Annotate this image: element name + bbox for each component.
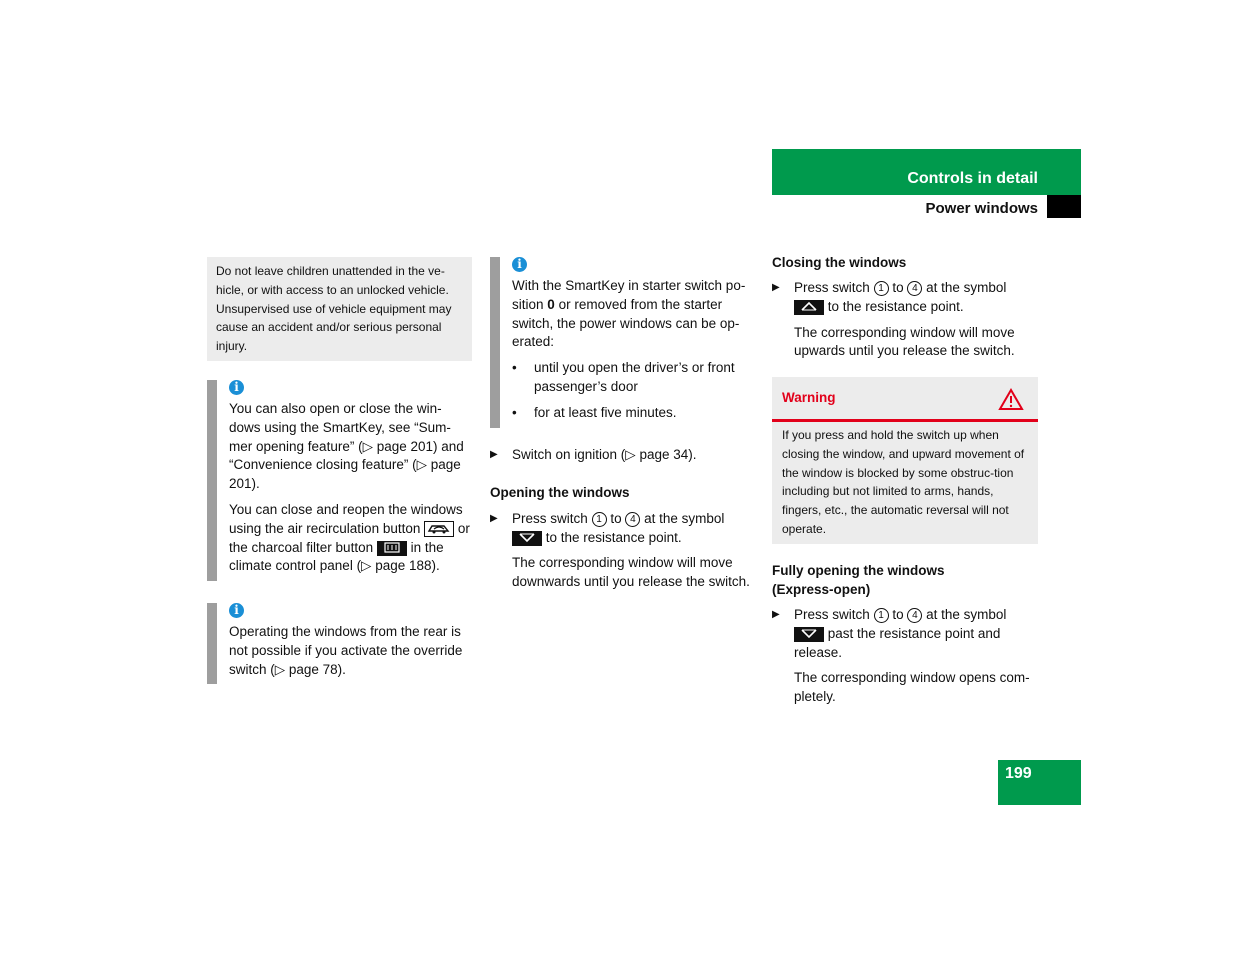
- arrow-bullet-icon: ▶: [772, 609, 780, 620]
- info-icon: i: [512, 257, 527, 272]
- warning-header: [772, 377, 1038, 422]
- info-box-override: [207, 603, 472, 684]
- section-header: [772, 149, 1081, 195]
- step-text: Switch on ignition (▷ page 34).: [512, 447, 697, 462]
- window-down-symbol-icon: [794, 627, 824, 642]
- page-number-text: 199: [1005, 765, 1032, 782]
- column-3-closing: [772, 253, 1038, 361]
- switch-number-4: 4: [625, 512, 640, 527]
- air-recirculation-icon: [424, 521, 454, 537]
- charcoal-filter-icon: [377, 541, 407, 556]
- info-paragraph: [512, 277, 756, 352]
- switch-position-zero: 0: [547, 296, 555, 312]
- info-text: or removed from the starter switch, the power windows can be op-erated:: [512, 296, 740, 350]
- closing-result: The corresponding window will move upwards until you release the switch.: [794, 324, 1015, 359]
- fully-opening-heading: [772, 561, 1038, 599]
- info-paragraph: Operating the windows from the rear is not possible if you activate the override switch (▷ page 78).: [229, 624, 463, 677]
- step-closing: [772, 279, 1038, 317]
- list-item-text: for at least five minutes.: [534, 404, 677, 420]
- info-icon: i: [229, 603, 244, 618]
- step-text: to: [610, 510, 622, 526]
- step-text: to: [892, 607, 904, 622]
- section-title: Controls in detail: [907, 170, 1038, 187]
- bullet-dot: •: [512, 404, 517, 420]
- step-text: to: [892, 280, 904, 295]
- step-text: Press switch: [512, 510, 588, 526]
- step-text: to the resistance point.: [827, 298, 964, 314]
- bullet-dot: •: [512, 360, 517, 376]
- step-text: at the symbol: [926, 280, 1007, 295]
- arrow-bullet-icon: ▶: [490, 449, 498, 460]
- warning-title: Warning: [782, 390, 836, 405]
- info-icon: i: [229, 380, 244, 395]
- switch-number-4: 4: [907, 281, 922, 296]
- switch-number-1: 1: [874, 281, 889, 296]
- step-text: at the symbol: [926, 607, 1007, 622]
- switch-number-1: 1: [592, 512, 607, 527]
- step-text: Press switch: [794, 607, 870, 622]
- switch-number-4: 4: [907, 608, 922, 623]
- info-text: You can close and reopen the windows using the air recirculation button: [229, 501, 463, 536]
- info-paragraph: You can also open or close the win-dows using the SmartKey, see “Sum-mer opening feature” (▷ page 201) and “Convenience closing feature” (▷ page 201).: [229, 401, 464, 492]
- info-paragraph-buttons: [229, 501, 472, 576]
- info-text: or the charcoal filter button: [229, 520, 470, 555]
- opening-heading: Opening the windows: [490, 484, 630, 500]
- info-box-smartkey: [207, 380, 472, 581]
- arrow-bullet-icon: ▶: [490, 512, 498, 524]
- info-text: in the climate control panel (▷ page 188).: [229, 539, 444, 574]
- child-safety-notice: [207, 257, 472, 361]
- page-number: [998, 760, 1081, 805]
- subtitle-marker: [1047, 195, 1081, 218]
- step-ignition: [490, 446, 756, 465]
- step-text: at the symbol: [644, 510, 725, 526]
- switch-number-1: 1: [874, 608, 889, 623]
- opening-result: The corresponding window will move downwards until you release the switch.: [512, 555, 750, 590]
- warning-body: [772, 422, 1038, 544]
- step-text: Press switch: [794, 280, 870, 295]
- info-box-starter-switch: [490, 257, 756, 428]
- step-text: to the resistance point.: [545, 529, 682, 545]
- step-fully-opening: [772, 606, 1038, 662]
- window-up-symbol-icon: [794, 300, 824, 315]
- fully-opening-result: The corresponding window opens com-pletely.: [794, 670, 1030, 705]
- notice-text: Do not leave children unattended in the ve-hicle, or with access to an unlocked vehicle. Unsupervised use of vehicle equipment may cause an accident and/or serious personal injury.: [216, 264, 452, 354]
- heading-line: (Express-open): [772, 582, 871, 597]
- arrow-bullet-icon: ▶: [772, 282, 780, 293]
- column-2-steps: [490, 446, 756, 592]
- step-opening: [490, 510, 756, 548]
- step-text: past the resistance point and release.: [794, 625, 1001, 660]
- list-item: [512, 404, 756, 423]
- heading-line: Fully opening the windows: [772, 563, 945, 578]
- column-3-fully-opening: [772, 561, 1038, 707]
- list-item-text: until you open the driver’s or front passenger’s door: [534, 360, 735, 394]
- page-subtitle: Power windows: [925, 200, 1038, 217]
- window-down-symbol-icon: [512, 531, 542, 546]
- warning-text: If you press and hold the switch up when closing the window, and upward movement of the window is blocked by some obstruc-tion including but not limited to arms, hands, fingers, etc., the automatic reversal will not operate.: [782, 428, 1025, 536]
- info-text: With the SmartKey in starter switch po-sition: [512, 278, 746, 312]
- closing-heading: Closing the windows: [772, 255, 907, 270]
- list-item: [512, 359, 756, 397]
